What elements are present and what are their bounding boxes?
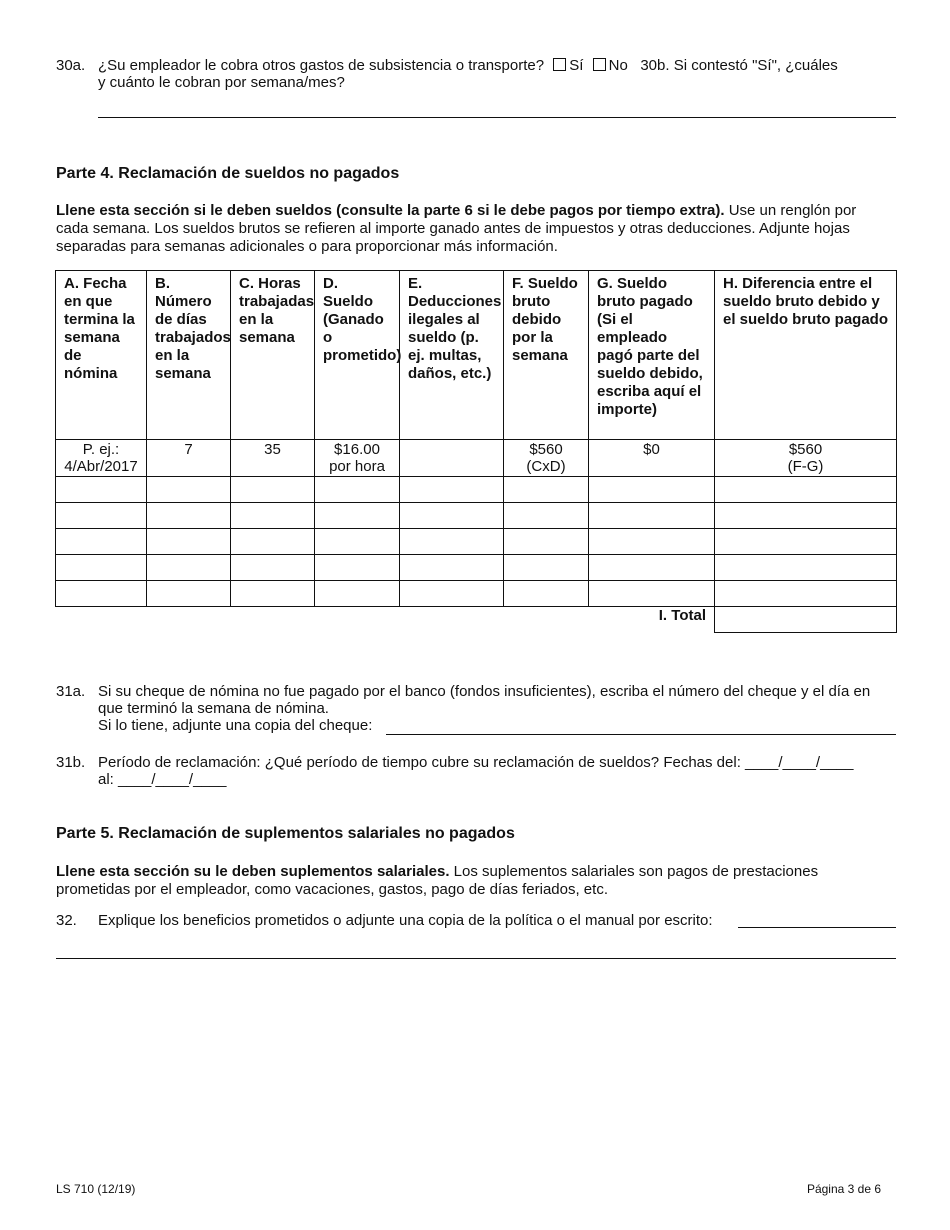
table-cell[interactable] (147, 529, 231, 555)
table-cell[interactable] (315, 581, 400, 607)
yes-checkbox[interactable] (553, 58, 566, 71)
question-number: 30a. (56, 57, 86, 74)
table-cell[interactable] (504, 529, 589, 555)
example-f-line1: $560 (529, 441, 563, 458)
table-cell[interactable] (589, 503, 715, 529)
column-header-c: C. Horas trabajadas en la semana (231, 271, 315, 440)
question-30b-text: 30b. Si contestó "Sí", ¿cuáles (640, 57, 838, 74)
table-cell[interactable] (504, 477, 589, 503)
part4-intro-line3: separadas para semanas adicionales o para proporcionar más información. (56, 238, 558, 255)
table-row (56, 529, 897, 555)
column-header-b: B. Número de días trabajados en la semana (147, 271, 231, 440)
page-number: Página 3 de 6 (806, 1182, 881, 1196)
total-row (56, 607, 897, 633)
table-cell[interactable] (231, 581, 315, 607)
table-cell[interactable] (315, 529, 400, 555)
total-label: I. Total (56, 607, 715, 633)
no-checkbox[interactable] (593, 58, 606, 71)
table-cell[interactable] (400, 503, 504, 529)
column-header-a: A. Fecha en que termina la semana de nómina (56, 271, 147, 440)
part4-intro-bold: Llene esta sección si le deben sueldos (consulte la parte 6 si le debe pagos por tiempo extra). (56, 202, 725, 219)
question-text: ¿Su empleador le cobra otros gastos de subsistencia o transporte? (98, 57, 545, 74)
benefits-answer-line-2[interactable] (56, 958, 896, 959)
part4-heading: Parte 4. Reclamación de sueldos no pagados (56, 165, 400, 182)
example-h-line2: (F-G) (787, 458, 824, 475)
table-cell[interactable] (504, 555, 589, 581)
table-cell[interactable] (400, 555, 504, 581)
part4-intro-line2: cada semana. Los sueldos brutos se refieren al importe ganado antes de impuestos y otras deducciones. Adjunte hojas (56, 220, 850, 237)
yes-label: Sí (569, 57, 584, 74)
question-31b-line2: al: ____/____/____ (98, 771, 227, 788)
question-31a-line1: Si su cheque de nómina no fue pagado por el banco (fondos insuficientes), escriba el número del cheque y el día en (98, 683, 871, 700)
example-cell-c: 35 (231, 440, 315, 477)
question-number: 31b. (56, 754, 86, 771)
table-cell[interactable] (147, 477, 231, 503)
example-cell-e (400, 440, 504, 477)
table-cell[interactable] (400, 529, 504, 555)
example-f-line2: (CxD) (526, 458, 566, 475)
part5-intro (56, 863, 901, 899)
example-d-line1: $16.00 (334, 441, 380, 458)
table-cell[interactable] (504, 503, 589, 529)
table-cell[interactable] (231, 503, 315, 529)
table-cell[interactable] (589, 581, 715, 607)
table-cell[interactable] (400, 581, 504, 607)
part5-intro-bold: Llene esta sección su le deben suplementos salariales. (56, 863, 450, 880)
table-cell[interactable] (315, 503, 400, 529)
table-cell[interactable] (315, 555, 400, 581)
question-31b (56, 754, 901, 788)
table-cell[interactable] (315, 477, 400, 503)
table-cell[interactable] (147, 555, 231, 581)
table-cell[interactable] (504, 581, 589, 607)
example-a-line1: P. ej.: (82, 441, 120, 458)
example-row (56, 440, 897, 477)
table-row (56, 555, 897, 581)
table-cell[interactable] (715, 529, 897, 555)
question-31b-line1: Período de reclamación: ¿Qué período de tiempo cubre su reclamación de sueldos? Fechas del: ____/____/____ (98, 754, 854, 771)
question-30b-text-cont: y cuánto le cobran por semana/mes? (98, 74, 345, 91)
no-label: No (608, 57, 628, 74)
table-row (56, 581, 897, 607)
table-cell[interactable] (56, 581, 147, 607)
question-31a-line2: que terminó la semana de nómina. (98, 700, 329, 717)
part5-intro-line2: prometidas por el empleador, como vacaciones, gastos, pago de días feriados, etc. (56, 881, 608, 898)
part5-heading: Parte 5. Reclamación de suplementos salariales no pagados (56, 825, 515, 842)
table-cell[interactable] (589, 529, 715, 555)
question-32-text: Explique los beneficios prometidos o adjunte una copia de la política o el manual por escrito: (98, 912, 713, 929)
column-header-f: F. Sueldo bruto debido por la semana (504, 271, 589, 440)
form-id: LS 710 (12/19) (56, 1182, 136, 1196)
column-header-h: H. Diferencia entre el sueldo bruto debido y el sueldo bruto pagado (715, 271, 897, 440)
example-cell-f (504, 440, 589, 477)
table-cell[interactable] (589, 477, 715, 503)
question-31a (56, 683, 901, 734)
part4-intro-text: Use un renglón por (724, 202, 857, 219)
table-cell[interactable] (231, 529, 315, 555)
cheque-number-line[interactable] (386, 734, 896, 735)
wages-table (55, 270, 897, 633)
example-h-line1: $560 (788, 441, 823, 458)
table-cell[interactable] (589, 555, 715, 581)
table-row (56, 503, 897, 529)
table-cell[interactable] (715, 555, 897, 581)
table-cell[interactable] (56, 477, 147, 503)
column-header-d: D. Sueldo (Ganado o prometido) (315, 271, 400, 440)
table-cell[interactable] (715, 503, 897, 529)
example-cell-d (315, 440, 400, 477)
table-cell[interactable] (231, 477, 315, 503)
table-cell[interactable] (147, 581, 231, 607)
table-cell[interactable] (715, 477, 897, 503)
example-cell-g: $0 (589, 440, 715, 477)
part5-intro-text: Los suplementos salariales son pagos de prestaciones (449, 863, 819, 880)
total-value-cell[interactable] (715, 607, 897, 633)
example-d-line2: por hora (329, 458, 385, 475)
column-header-g: G. Sueldo bruto pagado (Si el empleado pagó parte del sueldo debido, escriba aquí el importe) (589, 271, 715, 440)
column-header-e: E. Deducciones ilegales al sueldo (p. ej. multas, daños, etc.) (400, 271, 504, 440)
part4-intro (56, 202, 901, 256)
question-number: 31a. (56, 683, 86, 700)
table-cell[interactable] (147, 503, 231, 529)
table-cell[interactable] (56, 529, 147, 555)
table-cell[interactable] (231, 555, 315, 581)
benefits-answer-line-1[interactable] (738, 927, 896, 928)
question-30a (56, 57, 901, 91)
question-number: 32. (56, 912, 77, 929)
example-a-line2: 4/Abr/2017 (64, 458, 138, 475)
question-31a-line3: Si lo tiene, adjunte una copia del cheque: (98, 717, 373, 734)
answer-30b-line[interactable] (98, 117, 896, 118)
table-cell[interactable] (715, 581, 897, 607)
table-cell[interactable] (56, 503, 147, 529)
table-header-row (56, 271, 897, 440)
example-cell-h (715, 440, 897, 477)
example-cell-b: 7 (147, 440, 231, 477)
table-cell[interactable] (56, 555, 147, 581)
table-row (56, 477, 897, 503)
example-cell-a (56, 440, 147, 477)
table-cell[interactable] (400, 477, 504, 503)
